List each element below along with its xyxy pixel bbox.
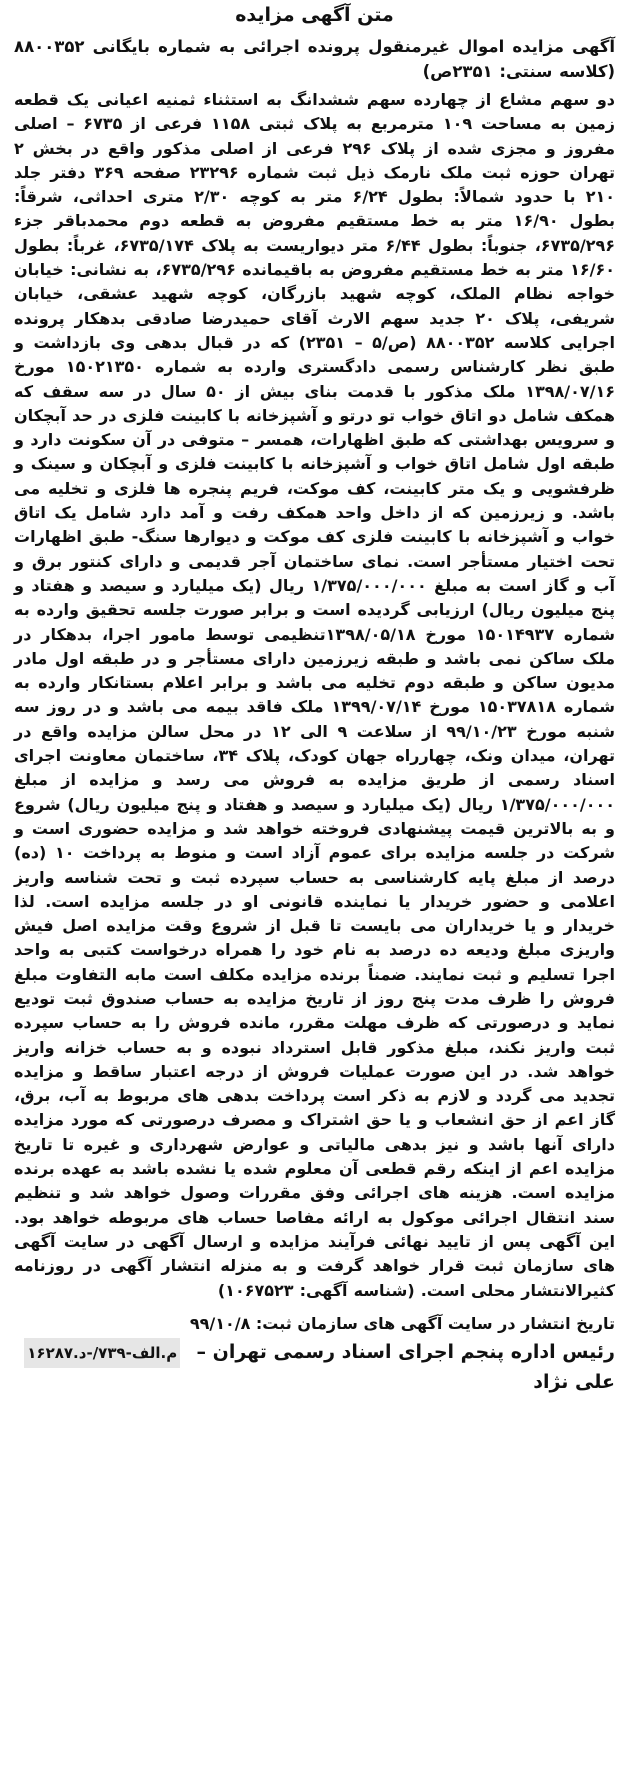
notice-title: متن آگهی مزایده (235, 4, 394, 26)
signer-name: علی نژاد (533, 1370, 615, 1393)
notice-intro: آگهی مزایده اموال غیرمنقول پرونده اجرائی به شماره بایگانی ۸۸۰۰۳۵۲ (کلاسه سنتی: ۲۳۵۱ص) (14, 37, 615, 81)
publication-date: تاریخ انتشار در سایت آگهی های سازمان ثبت: ۹۹/۱۰/۸ (189, 1313, 615, 1333)
notice-footer (14, 1311, 615, 1396)
notice-page (14, 0, 615, 1781)
notice-body: دو سهم مشاع از چهارده سهم ششدانگ به استثناء ثمنیه اعیانی یک قطعه زمین به مساحت ۱۰۹ مترمربع به پلاک ثبتی ۱۱۵۸ فرعی از ۶۷۳۵ – اصلی مفروز و مجزی شده از پلاک ۲۹۶ فرعی از اصلی مذکور واقع در بخش ۲ تهران حوزه ثبت ملک نارمک ذیل ثبت شماره ۲۳۲۹۶ صفحه ۳۶۹ دفتر جلد ۲۱۰ با حدود شمالاً: بطول ۶/۲۴ متر به کوچه ۲/۳۰ متری احداثی، شرقاً: بطول ۱۶/۹۰ متر به خط مستقیم مفروض به قطعه دوم محمدباقر جزء ۶۷۳۵/۲۹۶، جنوباً: بطول ۶/۴۴ متر دیواریست به پلاک ۶۷۳۵/۱۷۴، غرباً: بطول ۱۶/۶۰ متر به خط مستقیم مفروض به باقیمانده ۶۷۳۵/۲۹۶، به نشانی: خیابان خواجه نظام الملک، کوچه شهید بازرگان، کوچه شهید عشقی، خیابان شریفی، پلاک ۲۰ جدید سهم الارث آقای حمیدرضا صادقی بدهکار پرونده اجرایی کلاسه ۸۸۰۰۳۵۲ (ص/۵ – ۲۳۵۱) که در قبال بدهی وی بازداشت و طبق نظر کارشناس رسمی دادگستری وارده به شماره ۱۵۰۲۱۳۵۰ مورخ ۱۳۹۸/۰۷/۱۶ ملک مذکور با قدمت بنای بیش از ۵۰ سال در سه سقف که همکف شامل دو اتاق خواب تو درتو و آشپزخانه با کابینت فلزی در حد آبچکان و سرویس بهداشتی که طبق اظهارات، همسر – متوفی در آن سکونت دارد و طبقه اول شامل اتاق خواب و آشپزخانه با کابینت فلزی و آبچکان و سینک و ظرفشویی و یک متر کابینت، کف موکت، فریم پنجره ها فلزی و تخلیه می باشد. و زیرزمین که از داخل واحد همکف رفت و آمد دارد شامل یک اتاق خواب و آشپزخانه با کابینت فلزی کف موکت و دیوارها سنگ- طبق اظهارات تحت اختیار مستأجر است. نمای ساختمان آجر قدیمی و دارای کنتور برق و آب و گاز است به مبلغ ۱/۳۷۵/۰۰۰/۰۰۰ ریال (یک میلیارد و سیصد و هفتاد و پنج میلیون ریال) ارزیابی گردیده است و برابر صورت جلسه تحقیق وارده به شماره ۱۵۰۱۴۹۳۷ مورخ ۱۳۹۸/۰۵/۱۸تنظیمی توسط مامور اجرا، بدهکار در ملک ساکن نمی باشد و طبقه زیرزمین دارای مستأجر و در طبقه اول مادر مدیون ساکن و طبقه دوم تخلیه می باشد و برابر اعلام بستانکار وارده به شماره ۱۵۰۳۷۸۱۸ مورخ ۱۳۹۹/۰۷/۱۴ ملک فاقد بیمه می باشد و در روز سه شنبه مورخ ۹۹/۱۰/۲۳ از سلاعت ۹ الی ۱۲ در محل سالن مزایده واقع در تهران، میدان ونک، چهارراه جهان کودک، پلاک ۳۴، ساختمان معاونت اجرای اسناد رسمی از طریق مزایده به فروش می رسد و مزایده از مبلغ ۱/۳۷۵/۰۰۰/۰۰۰ ریال (یک میلیارد و سیصد و هفتاد و پنج میلیون ریال) شروع و به بالاترین قیمت پیشنهادی فروخته خواهد شد و مزایده حضوری است و شرکت در جلسه مزایده برای عموم آزاد است و منوط به پرداخت ۱۰ (ده) درصد از مبلغ پایه کارشناسی به حساب سپرده ثبت و تحت شناسه واریز اعلامی و حضور خریدار یا نماینده قانونی او در جلسه مزایده است. لذا خریدار و یا خریداران می بایست تا قبل از شروع وقت مزایده اصل فیش واریزی مبلغ ودیعه ده درصد به نام خود را همراه درخواست کتبی به واحد اجرا تسلیم و ثبت نمایند. ضمناً برنده مزایده مکلف است مابه التفاوت مبلغ فروش را ظرف مدت پنج روز از تاریخ مزایده به حساب صندوق ثبت تودیع نماید و درصورتی که ظرف مهلت مقرر، مانده فروش را به حساب سپرده ثبت واریز نکند، مبلغ مذکور قابل استرداد نبوده و به حساب خزانه واریز خواهد شد. در این صورت عملیات فروش از درجه اعتبار ساقط و مزایده تجدید می گردد و لازم به ذکر است پرداخت بدهی های مربوط به آب، برق، گاز اعم از حق انشعاب و یا حق اشتراک و مصرف درصورتی که مورد مزایده دارای آنها باشد و نیز بدهی مالیاتی و عوارض شهرداری و غیره تا تاریخ مزایده اعم از اینکه رقم قطعی آن معلوم شده یا نشده باشد به عهده برنده مزایده است. هزینه های اجرائی وفق مقررات وصول خواهد شد و تنظیم سند انتقال اجرائی موکول به ارائه مفاصا حساب های مربوطه خواهد بود. این آگهی پس از تایید نهائی فرآیند مزایده و ارسال آگهی در سایت آگهی های سازمان ثبت قرار خواهد گرفت و به منزله انتشار آگهی در روزنامه کثیرالانتشار محلی است. (شناسه آگهی: ۱۰۶۷۵۲۳) (14, 90, 616, 1300)
signature-line (14, 1337, 615, 1368)
office-name: رئیس اداره پنجم اجرای اسناد رسمی تهران – (196, 1340, 615, 1363)
reference-code: ۱۶۲۸۷.م.الف-۷۳۹/-د (24, 1338, 180, 1368)
